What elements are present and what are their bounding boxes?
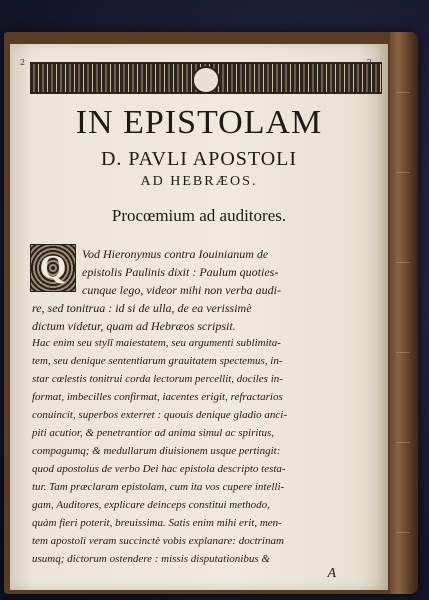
title-line-3: AD HEBRÆOS. — [140, 174, 258, 189]
page-edges — [390, 32, 418, 594]
body-line: conuincit, superbos exterret : quouis denique gladio anci- — [32, 409, 287, 421]
headpiece-medallion-icon — [192, 66, 220, 94]
folio-left: 2 — [20, 58, 26, 67]
title-line-1: IN EPISTOLAM — [75, 104, 323, 141]
body-line: Vod Hieronymus contra Iouinianum de — [82, 247, 269, 261]
body-line: Hac enim seu stylī maiestatem, seu argumenti sublimita- — [32, 337, 281, 349]
body-line: usumq; dictorum ostendere : missis disputationibus & — [32, 553, 270, 565]
body-line: gam, Auditores, explicare deinceps constitui methodo, — [32, 499, 270, 511]
section-subtitle: Procœmium ad auditores. — [111, 206, 287, 225]
body-line: format, imbecilles confirmat, iacentes erigit, refractarios — [32, 391, 283, 403]
body-line: star cœlestis tonitrui corda lectorum percellit, dociles in- — [32, 373, 283, 385]
decorated-initial: Q — [30, 244, 76, 292]
body-line: dictum videtur, quam ad Hebræos scripsit. — [32, 319, 236, 333]
body-line: compagumq; & medullarum diuisionem usque pertingit: — [32, 445, 281, 457]
body-line: tem apostoli veram succinctè vobis explanare: doctrinam — [32, 535, 284, 547]
body-line: tur. Tam præclaram epistolam, cum ita vos cupere intelli- — [32, 481, 285, 493]
title-line-2: D. PAVLI APOSTOLI — [100, 148, 298, 170]
ornamental-headpiece — [30, 62, 382, 94]
body-line: tem, seu denique sententiarum grauitatem spectemus, in- — [32, 355, 283, 367]
body-line: re, sed tonitrua : id si de ulla, de ea verissimè — [32, 301, 252, 315]
body-line: quod apostolus de verbo Dei hac epistola descripto testa- — [32, 463, 286, 475]
body-line: quàm fieri poterit, breuissima. Satis enim mihi erit, men- — [32, 517, 282, 529]
catchword: A — [327, 566, 336, 581]
body-line: piti acutior, & penetrantior ad anima simul ac spiritus, — [32, 427, 275, 439]
book-page — [10, 44, 388, 590]
body-line: cunque lego, videor mihi non verba audi- — [82, 283, 281, 297]
body-line: epistolis Paulinis dixit : Paulum quoties- — [82, 265, 279, 279]
